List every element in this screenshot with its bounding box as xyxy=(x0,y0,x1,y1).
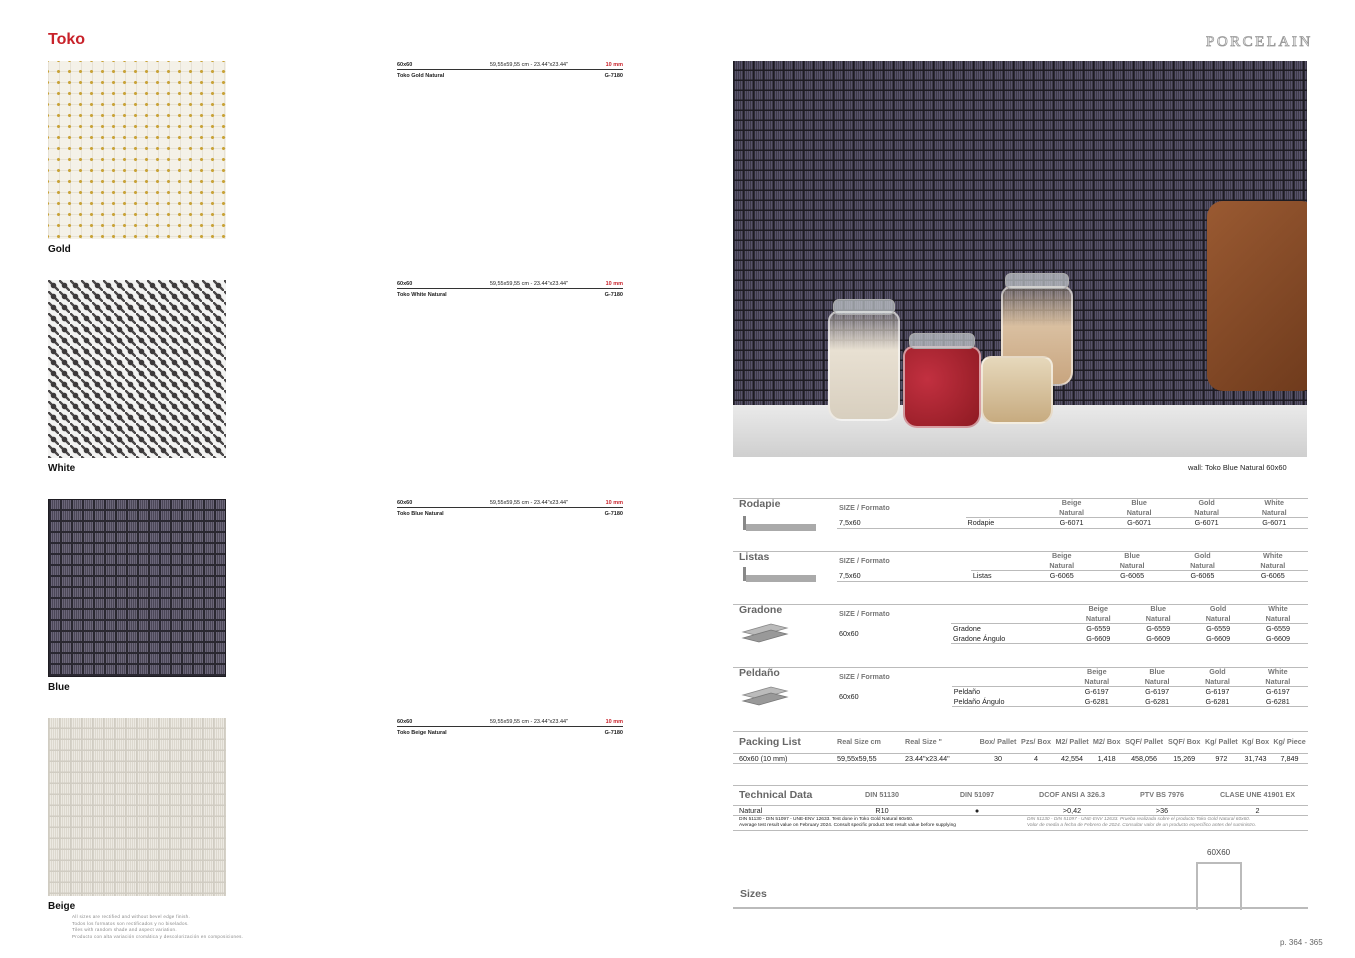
note-line: Producto con alta variación cromática y descolorización en composiciones. xyxy=(72,933,244,939)
packing-cell: 30 xyxy=(993,753,1002,763)
packing-header: M2/ Box xyxy=(1092,737,1121,747)
packing-cell: 1,418 xyxy=(1097,753,1116,763)
cell-size: 7,5x60 xyxy=(837,571,971,582)
finish-header: Natural xyxy=(1127,677,1187,687)
swatch-blue xyxy=(48,499,226,677)
packing-cell: 23.44"x23.44" xyxy=(905,753,950,763)
cell-code: G-6281 xyxy=(1067,697,1127,707)
jar-oats xyxy=(981,356,1053,424)
spec-format: 60x60 xyxy=(397,500,413,506)
spec-size: 59,55x59,55 cm - 23.44"x23.44" xyxy=(489,62,569,68)
size-formato-header: SIZE / Formato xyxy=(839,556,890,565)
gradone-table xyxy=(837,604,1308,644)
cell-code: G-6609 xyxy=(1128,634,1188,644)
cell-name: Listas xyxy=(971,571,1027,582)
step-tile-icon xyxy=(741,618,821,644)
cell-code: G-6609 xyxy=(1068,634,1128,644)
spec-format: 60x60 xyxy=(397,719,413,725)
cell-code: G-6065 xyxy=(1097,571,1167,582)
packing-cell: 972 xyxy=(1215,753,1228,763)
cell-code: G-6065 xyxy=(1027,571,1097,582)
packing-header: Pzs/ Box xyxy=(1021,737,1052,747)
swatch-white xyxy=(48,280,226,458)
technical-cell: R10 xyxy=(875,805,889,815)
finish-header: Natural xyxy=(1188,614,1248,624)
cell-code: G-6559 xyxy=(1266,624,1291,633)
cell-code: G-6065 xyxy=(1238,571,1308,582)
spec-thickness: 10 mm xyxy=(605,62,623,68)
finish-note xyxy=(72,914,243,940)
cell-code: G-6281 xyxy=(1127,697,1187,707)
packing-header: M2/ Pallet xyxy=(1055,737,1089,747)
technical-note-es xyxy=(1027,817,1308,829)
cell-code: G-6559 xyxy=(1206,624,1231,633)
section-packing-list xyxy=(733,731,1308,763)
packing-cell: 4 xyxy=(1034,753,1039,763)
finish-header: Natural xyxy=(1167,561,1237,571)
color-header: Gold xyxy=(1194,551,1211,560)
cell-code: G-6281 xyxy=(1248,697,1308,707)
spec-product: Toko Blue Natural xyxy=(397,511,444,517)
section-title: Listas xyxy=(739,551,770,563)
color-header: Blue xyxy=(1124,551,1140,560)
finish-header: Natural xyxy=(1068,614,1128,624)
ambience-photo xyxy=(733,61,1307,457)
jar-rice xyxy=(828,311,900,421)
cell-code: G-6197 xyxy=(1145,687,1170,696)
spec-white xyxy=(397,281,623,298)
cell-code: G-6065 xyxy=(1167,571,1237,582)
swatch-beige xyxy=(48,718,226,896)
rodapie-table xyxy=(837,498,1308,529)
section-gradone xyxy=(733,604,1308,646)
swatch-label-beige: Beige xyxy=(48,901,76,912)
section-title: Peldaño xyxy=(739,667,780,679)
finish-header: Natural xyxy=(1128,614,1188,624)
cell-code: G-6609 xyxy=(1248,634,1308,644)
cell-code: G-6071 xyxy=(1105,518,1173,529)
finish-header: Natural xyxy=(1038,508,1106,518)
spec-product: Toko White Natural xyxy=(397,292,447,298)
note-line: All sizes are rectified and without bevel edge finish. xyxy=(72,914,191,919)
cell-code: G-6559 xyxy=(1086,624,1111,633)
technical-row-label: Natural xyxy=(739,805,763,815)
finish-header: Natural xyxy=(1105,508,1173,518)
cell-name: Rodapie xyxy=(966,518,1038,529)
packing-row-label: 60x60 (10 mm) xyxy=(739,753,788,763)
color-header: Beige xyxy=(1087,667,1107,676)
spec-product: Toko Gold Natural xyxy=(397,73,445,79)
size-formato-header: SIZE / Formato xyxy=(839,609,890,618)
color-header: Gold xyxy=(1209,604,1227,613)
technical-cell: >36 xyxy=(1155,805,1169,815)
cell-name: Peldaño Ángulo xyxy=(952,697,1067,707)
cell-code: G-6197 xyxy=(1265,687,1290,696)
technical-header: DIN 51130 xyxy=(865,790,899,800)
packing-header: Box/ Pallet xyxy=(979,737,1017,747)
technical-header: PTV BS 7976 xyxy=(1140,790,1184,800)
technical-header: CLASE UNE 41901 EX xyxy=(1219,790,1296,800)
technical-header: DIN 51097 xyxy=(959,790,995,800)
cell-code: G-6197 xyxy=(1205,687,1230,696)
technical-cell: 2 xyxy=(1255,805,1260,815)
sizes-title: Sizes xyxy=(740,888,767,900)
spec-beige xyxy=(397,719,623,736)
color-header: Beige xyxy=(1061,498,1082,507)
color-header: Blue xyxy=(1150,604,1166,613)
jar-lid xyxy=(1005,273,1069,289)
note-line: DIN 51130 - DIN 51097 - UNE-ENV 12633. Test done in Toko Gold Natural 60x60. xyxy=(739,817,914,822)
color-header: Beige xyxy=(1051,551,1072,560)
cell-size: 7,5x60 xyxy=(837,518,966,529)
finish-header: Natural xyxy=(1027,561,1097,571)
brand-wordmark: PORCELAIN xyxy=(1206,34,1313,50)
spec-product: Toko Beige Natural xyxy=(397,730,447,736)
spec-blue xyxy=(397,500,623,517)
size-formato-header: SIZE / Formato xyxy=(839,672,890,681)
size-diagram-square xyxy=(1196,862,1242,910)
color-header: Blue xyxy=(1149,667,1165,676)
cutting-board xyxy=(1207,201,1307,391)
spec-code: G-7180 xyxy=(604,292,623,298)
divider xyxy=(733,830,1308,831)
peldano-table xyxy=(837,667,1308,707)
packing-cell: 31,743 xyxy=(1244,753,1267,763)
finish-header: Natural xyxy=(1067,677,1127,687)
cell-code: G-6609 xyxy=(1188,634,1248,644)
listas-table xyxy=(837,551,1308,582)
size-baseline xyxy=(733,907,1308,909)
technical-cell: ● xyxy=(974,805,980,815)
cell-code: G-6281 xyxy=(1187,697,1247,707)
finish-header: Natural xyxy=(1173,508,1241,518)
finish-header: Natural xyxy=(1240,508,1308,518)
packing-header: Kg/ Box xyxy=(1241,737,1270,747)
color-header: White xyxy=(1264,498,1284,507)
packing-header: Kg/ Piece xyxy=(1273,737,1306,747)
spec-format: 60x60 xyxy=(397,62,413,68)
jar-lid xyxy=(833,299,895,315)
color-header: Blue xyxy=(1131,498,1147,507)
section-title: Gradone xyxy=(739,604,783,616)
spec-gold xyxy=(397,62,623,79)
strip-icon xyxy=(741,565,821,591)
cell-name: Gradone xyxy=(952,624,981,633)
finish-header: Natural xyxy=(1097,561,1167,571)
section-peldano xyxy=(733,667,1308,709)
finish-header: Natural xyxy=(1248,677,1308,687)
finish-header: Natural xyxy=(1187,677,1247,687)
cell-code: G-6071 xyxy=(1173,518,1241,529)
note-line: Todos los formatos son rectificados y no biselados. xyxy=(72,920,189,926)
swatch-gold xyxy=(48,61,226,239)
color-header: White xyxy=(1268,667,1288,676)
packing-header: Real Size " xyxy=(905,737,942,747)
cell-name: Peldaño xyxy=(953,687,981,696)
swatch-label-blue: Blue xyxy=(48,682,70,693)
cell-code: G-6559 xyxy=(1146,624,1171,633)
section-title: Technical Data xyxy=(739,788,813,801)
cell-code: G-6197 xyxy=(1084,687,1109,696)
color-header: Beige xyxy=(1088,604,1109,613)
cell-size: 60x60 xyxy=(839,691,859,701)
packing-cell: 458,056 xyxy=(1131,753,1158,763)
spec-format: 60x60 xyxy=(397,281,413,287)
section-rodapie xyxy=(733,498,1308,530)
spec-size: 59,55x59,55 cm - 23.44"x23.44" xyxy=(489,281,569,287)
packing-header: Kg/ Pallet xyxy=(1204,737,1238,747)
skirting-icon xyxy=(741,512,821,538)
spec-size: 59,55x59,55 cm - 23.44"x23.44" xyxy=(489,500,569,506)
packing-cell: 59,55x59,55 xyxy=(837,753,877,763)
color-header: White xyxy=(1263,551,1283,560)
spec-code: G-7180 xyxy=(604,730,623,736)
cell-code: G-6071 xyxy=(1240,518,1308,529)
section-listas xyxy=(733,551,1308,583)
color-header: White xyxy=(1268,604,1288,613)
page-title: Toko xyxy=(48,31,86,48)
stair-tread-icon xyxy=(741,681,821,707)
technical-cell: >0,42 xyxy=(1062,805,1082,815)
section-technical-data xyxy=(733,785,1308,831)
technical-note-en xyxy=(739,817,1029,829)
page-number: p. 364 - 365 xyxy=(1280,938,1323,947)
finish-header: Natural xyxy=(1238,561,1308,571)
cell-name: Gradone Ángulo xyxy=(951,634,1068,644)
note-line: Tiles with random shade and aspect variation. xyxy=(72,927,177,932)
finish-header: Natural xyxy=(1248,614,1308,624)
technical-header: DCOF ANSI A 326.3 xyxy=(1039,790,1105,800)
spec-code: G-7180 xyxy=(604,511,623,517)
cell-size: 60x60 xyxy=(839,628,859,638)
spec-thickness: 10 mm xyxy=(605,500,623,506)
packing-header: SQF/ Box xyxy=(1168,737,1201,747)
packing-table xyxy=(733,731,1308,764)
packing-header: Real Size cm xyxy=(837,737,881,747)
packing-cell: 7,849 xyxy=(1280,753,1299,763)
section-title: Rodapie xyxy=(739,498,781,510)
jar-beans xyxy=(903,346,981,428)
size-formato-header: SIZE / Formato xyxy=(839,503,890,512)
photo-caption: wall: Toko Blue Natural 60x60 xyxy=(1188,463,1287,472)
swatch-label-gold: Gold xyxy=(48,244,71,255)
note-line: Average test result value on February 2024. Consult specific product test result value before supplying xyxy=(739,823,956,828)
packing-cell: 42,554 xyxy=(1061,753,1084,763)
size-format-label: 60X60 xyxy=(1207,848,1231,857)
packing-header: SQF/ Pallet xyxy=(1125,737,1164,747)
cell-code: G-6071 xyxy=(1038,518,1106,529)
technical-table xyxy=(733,785,1308,816)
spec-code: G-7180 xyxy=(604,73,623,79)
color-header: Gold xyxy=(1198,498,1215,507)
jar-lid xyxy=(909,333,975,349)
note-line: DIN 51130 - DIN 51097 - UNE-ENV 12633. Prueba realizada sobre el producto Toko Gold Natural 60x60. xyxy=(1027,817,1251,822)
packing-cell: 15,269 xyxy=(1173,753,1196,763)
spec-thickness: 10 mm xyxy=(605,281,623,287)
spec-size: 59,55x59,55 cm - 23.44"x23.44" xyxy=(489,719,569,725)
section-title: Packing List xyxy=(739,735,801,748)
spec-thickness: 10 mm xyxy=(605,719,623,725)
note-line: Valor de media a fecha de Febrero de 2024. Consultar valor de un producto específico antes del suministro. xyxy=(1027,823,1257,828)
swatch-label-white: White xyxy=(48,463,76,474)
color-header: Gold xyxy=(1209,667,1226,676)
